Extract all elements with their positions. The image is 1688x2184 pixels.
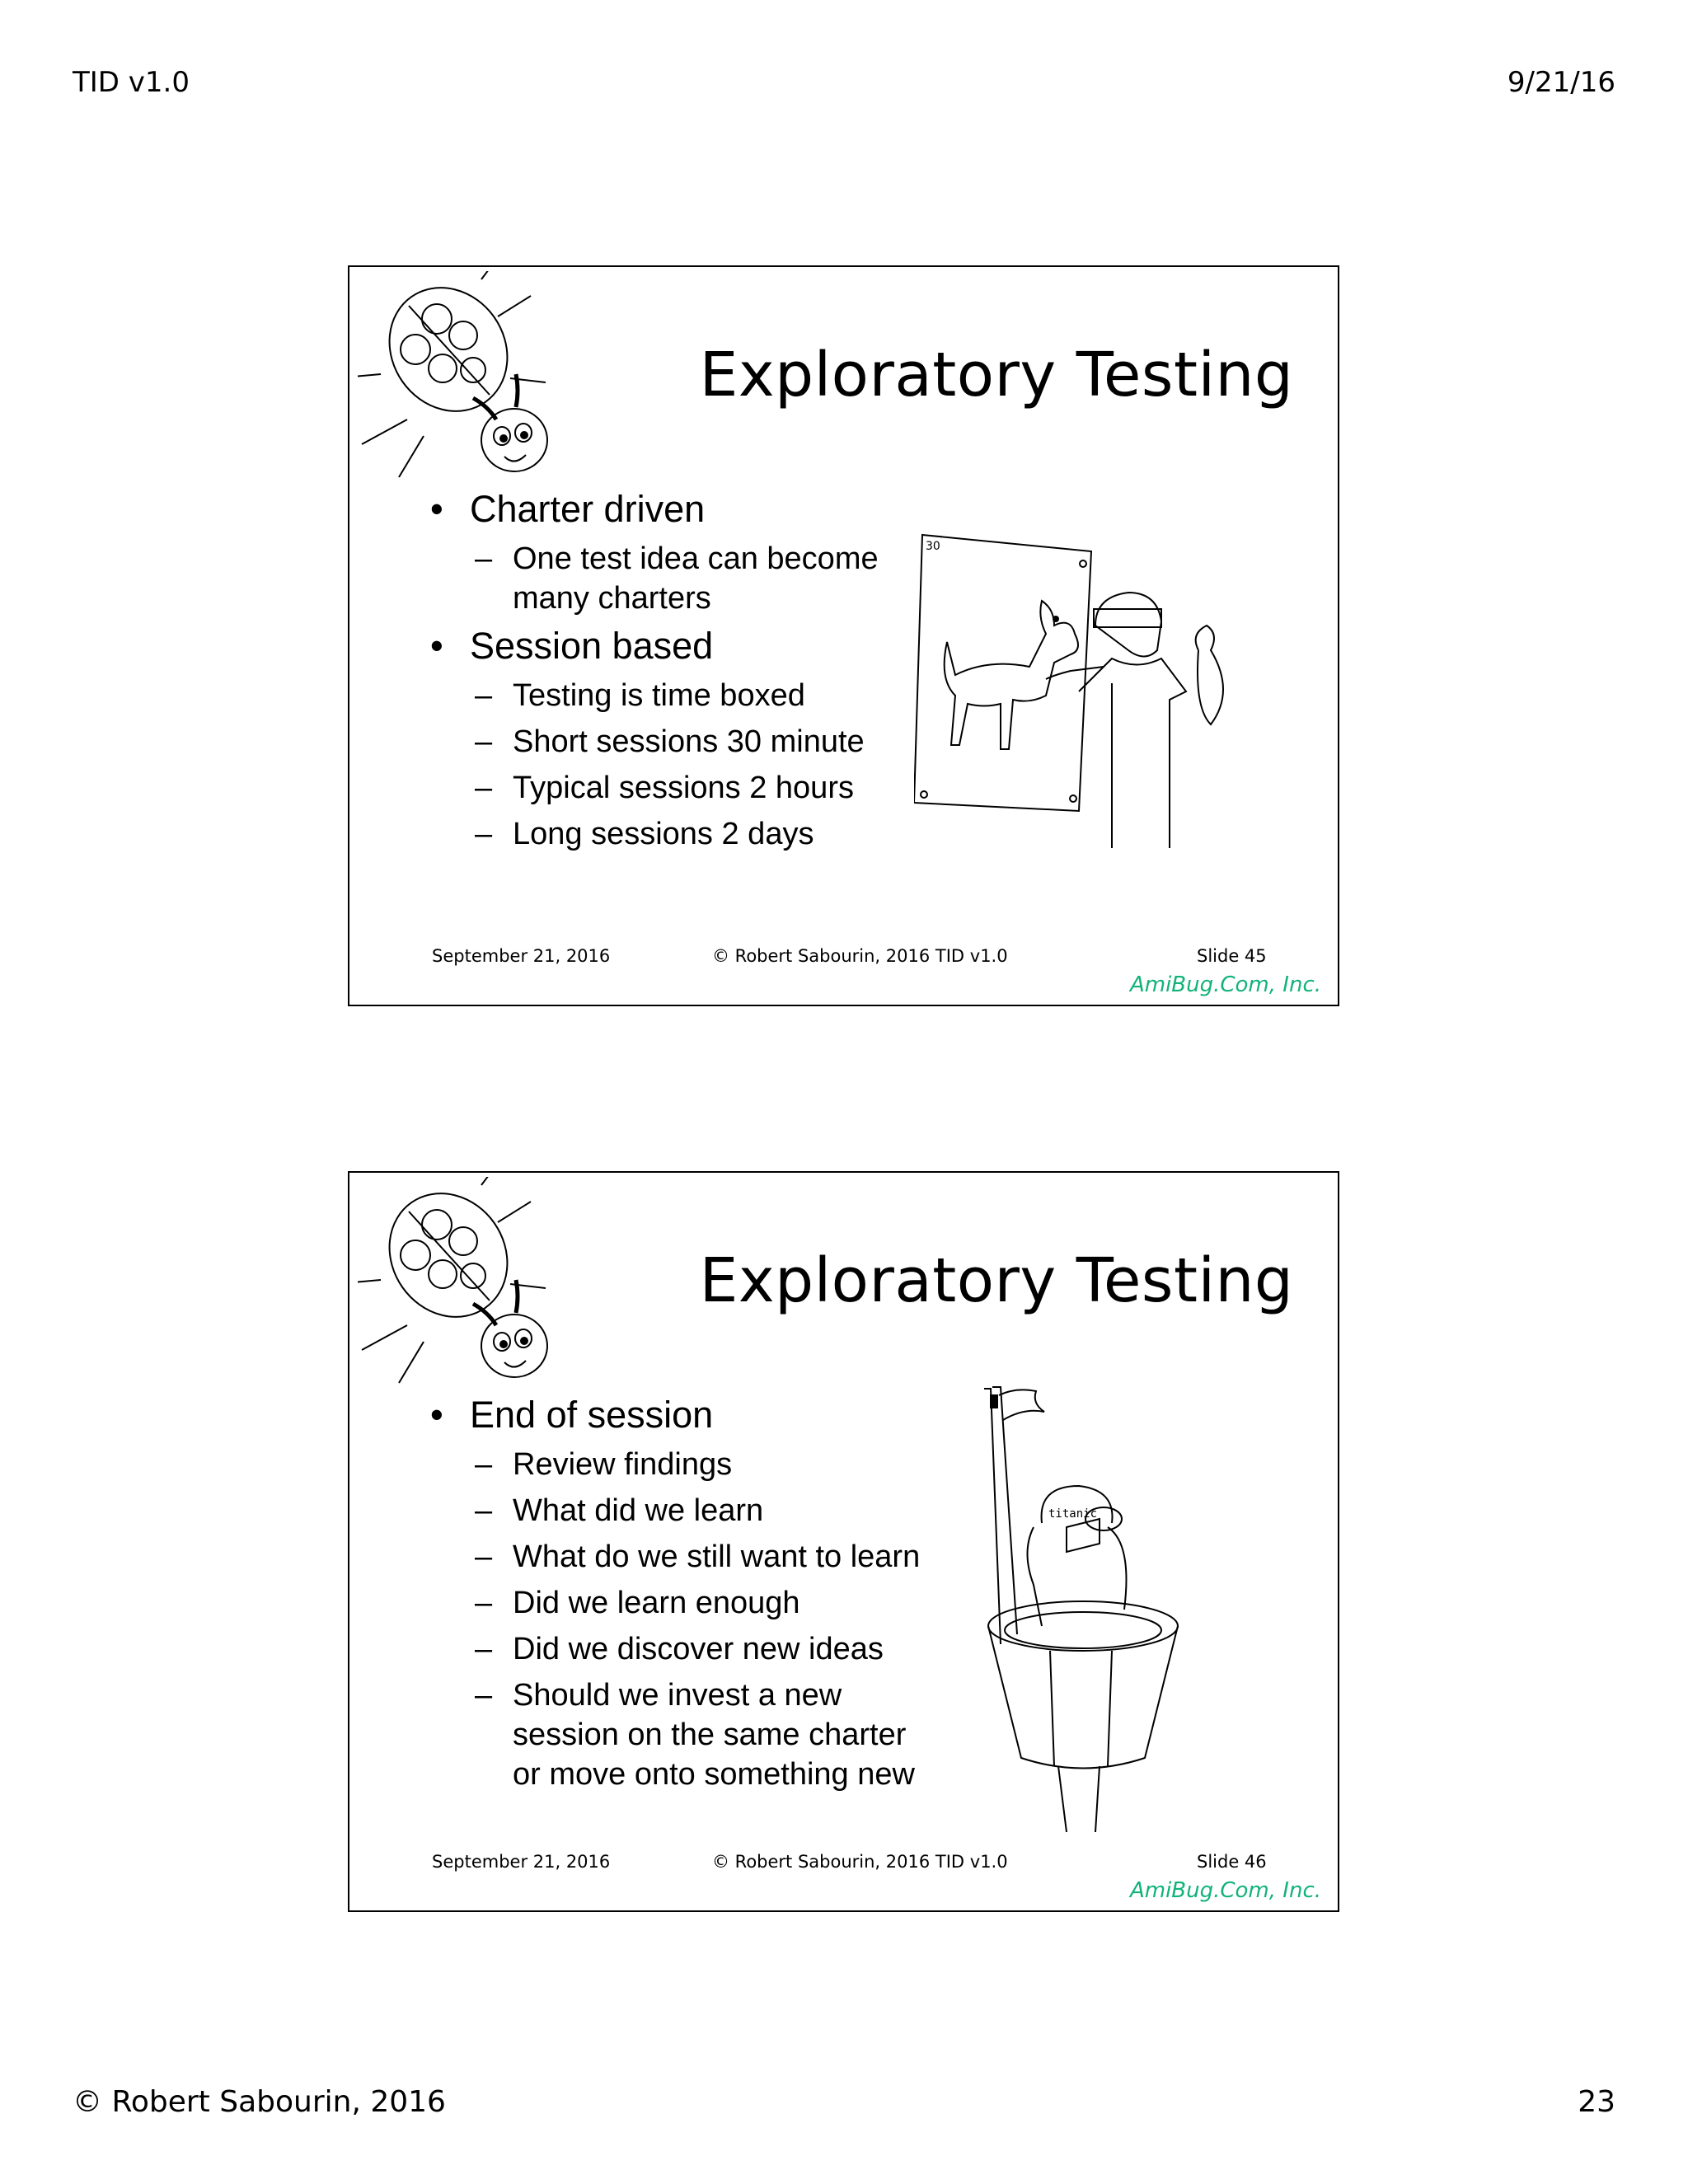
sub-bullet: – What do we still want to learn bbox=[424, 1537, 920, 1577]
poster-number: 30 bbox=[926, 540, 940, 553]
page-footer-copyright: © Robert Sabourin, 2016 bbox=[73, 2085, 446, 2119]
sub-bullet: – Short sessions 30 minute bbox=[424, 722, 879, 762]
slide-footer-copyright: © Robert Sabourin, 2016 TID v1.0 bbox=[712, 1852, 1008, 1872]
page-header-left: TID v1.0 bbox=[73, 66, 190, 99]
sub-bullet: – Long sessions 2 days bbox=[424, 814, 879, 854]
sub-bullet: – Should we invest a new bbox=[424, 1675, 920, 1715]
sub-bullet-continuation: many charters bbox=[513, 581, 711, 616]
page-number: 23 bbox=[1578, 2085, 1615, 2119]
brand-watermark: AmiBug.Com, Inc. bbox=[1129, 972, 1321, 997]
slide-footer-number: Slide 46 bbox=[1197, 1852, 1267, 1872]
crows-nest-lookout-illustration bbox=[959, 1379, 1207, 1840]
bullet-session-based: • Session based bbox=[424, 625, 879, 668]
slide-bullets bbox=[424, 488, 879, 860]
sub-bullet-continuation: or move onto something new bbox=[513, 1757, 915, 1792]
slide-footer-copyright: © Robert Sabourin, 2016 TID v1.0 bbox=[712, 946, 1008, 966]
slide-footer-date: September 21, 2016 bbox=[432, 946, 611, 966]
sub-bullet: – Did we discover new ideas bbox=[424, 1629, 920, 1669]
sub-bullet: – Typical sessions 2 hours bbox=[424, 768, 879, 808]
sub-bullet: – Testing is time boxed bbox=[424, 676, 879, 715]
slide-title: Exploratory Testing bbox=[699, 340, 1294, 410]
bullet-end-of-session: • End of session bbox=[424, 1394, 920, 1436]
slide-46 bbox=[348, 1171, 1339, 1912]
sub-bullet-continuation: session on the same charter bbox=[513, 1718, 907, 1752]
sub-bullet: – Did we learn enough bbox=[424, 1583, 920, 1623]
bullet-charter-driven: • Charter driven bbox=[424, 488, 879, 531]
brand-watermark: AmiBug.Com, Inc. bbox=[1129, 1878, 1321, 1903]
sub-bullet: – Review findings bbox=[424, 1445, 920, 1484]
cap-label: titanic bbox=[1048, 1507, 1098, 1521]
ladybug-icon bbox=[358, 1177, 580, 1387]
slide-footer-number: Slide 45 bbox=[1197, 946, 1267, 966]
pin-the-tail-illustration bbox=[914, 527, 1326, 881]
slide-title: Exploratory Testing bbox=[699, 1245, 1294, 1316]
page-header-right: 9/21/16 bbox=[1507, 66, 1615, 99]
slide-45 bbox=[348, 265, 1339, 1006]
sub-bullet: – What did we learn bbox=[424, 1491, 920, 1530]
slide-bullets bbox=[424, 1394, 920, 1801]
ladybug-icon bbox=[358, 271, 580, 481]
slide-footer-date: September 21, 2016 bbox=[432, 1852, 611, 1872]
sub-bullet: – One test idea can become bbox=[424, 539, 879, 579]
